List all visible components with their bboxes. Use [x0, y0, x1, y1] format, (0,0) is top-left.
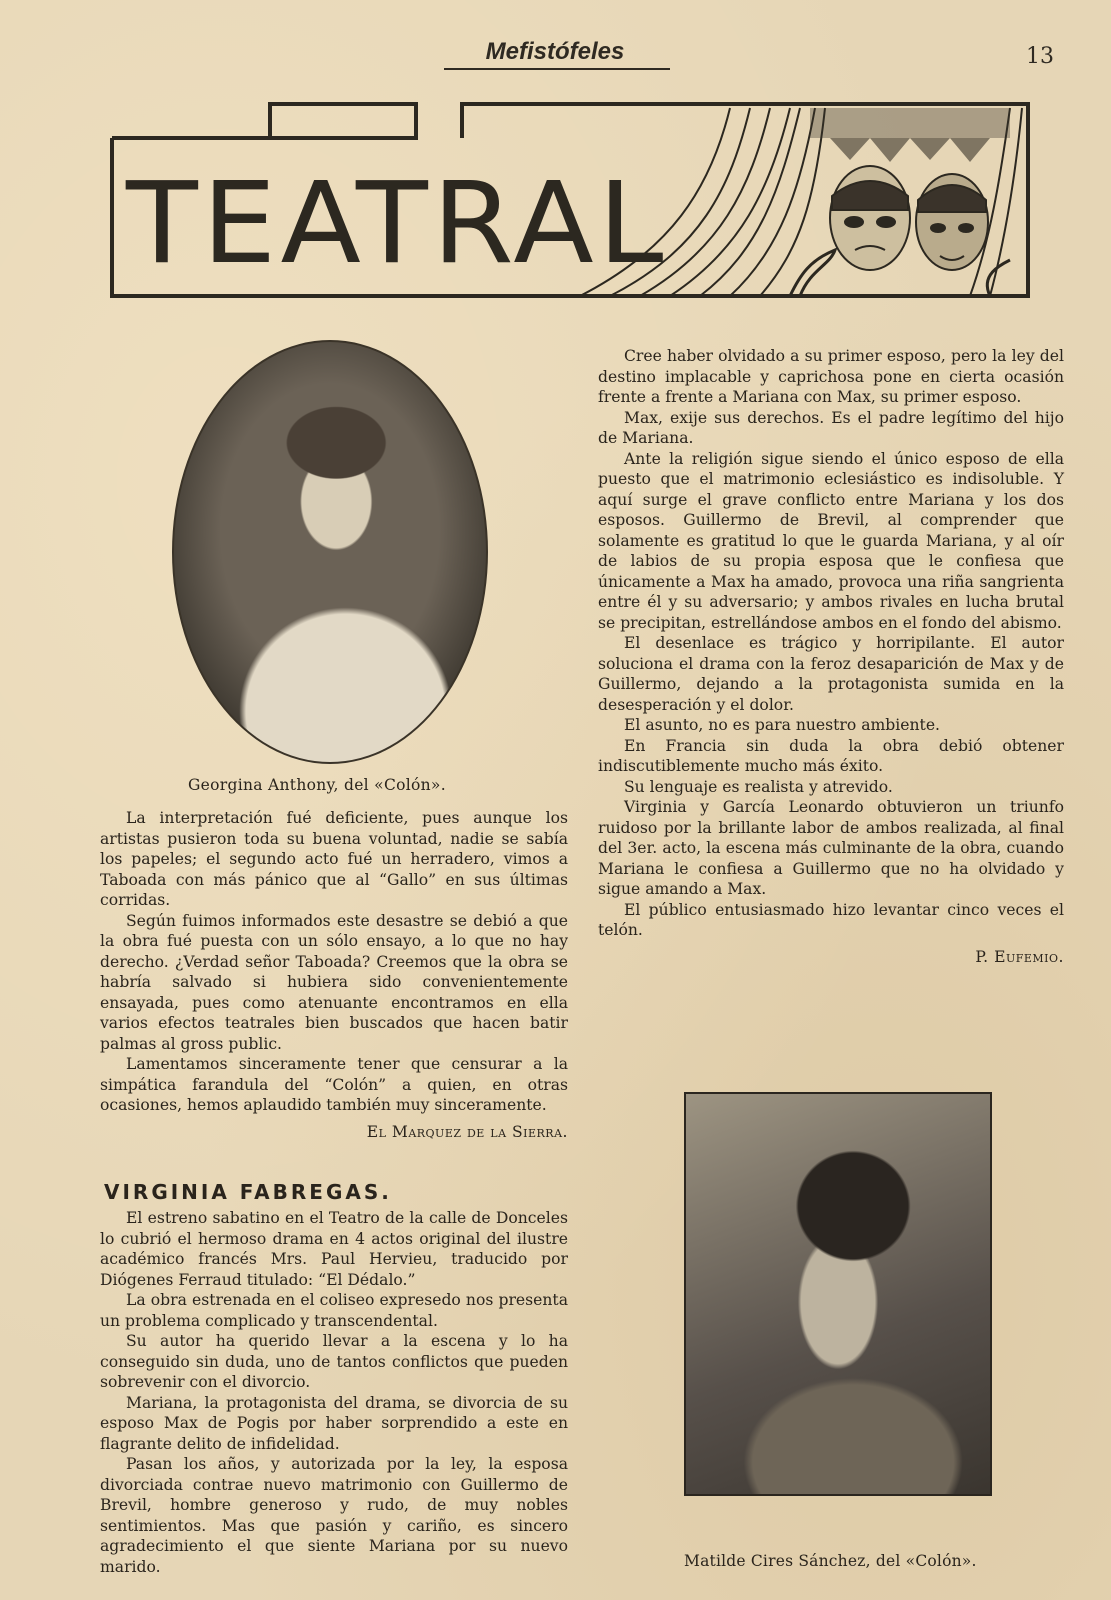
paragraph: El asunto, no es para nuestro ambiente. — [624, 716, 941, 734]
author-signature: P. Eufemio. — [975, 947, 1064, 966]
paragraph: El desenlace es trágico y horripilante. El autor soluciona el drama con la feroz desaparición de Max y de Guillermo, dejando a la protagonista sumida en la desesperación y el dolor. — [598, 634, 1064, 714]
paragraph: Su autor ha querido llevar a la escena y lo ha conseguido sin duda, uno de tantos conflictos que pueden sobrevenir con el divorcio. — [100, 1332, 568, 1391]
paragraph: Max, exije sus derechos. Es el padre legítimo del hijo de Mariana. — [598, 408, 1064, 447]
paragraph: El público entusiasmado hizo levantar cinco veces el telón. — [598, 900, 1064, 939]
review-text — [100, 808, 568, 1142]
paragraph: Su lenguaje es realista y atrevido. — [624, 777, 893, 796]
paragraph: En Francia sin duda la obra debió obtener indiscutiblemente mucho más éxito. — [598, 736, 1064, 775]
paragraph: Virginia y García Leonardo obtuvieron un triunfo ruidoso por la brillante labor de ambos realizada, al final del 3er. acto, la escena más culminante de la obra, cuando Mariana le confiesa a Guillermo que no ha olvidado y sigue amando a Max. — [598, 798, 1064, 898]
page-number: 13 — [1026, 44, 1054, 69]
section-banner — [110, 100, 1030, 306]
portrait-photo-matilde — [684, 1092, 992, 1496]
magazine-title: Mefistófeles — [440, 38, 670, 66]
paragraph: La interpretación fué deficiente, pues aunque los artistas pusieron toda su buena voluntad, nadie se sabía los papeles; el segundo acto fué un herradero, vimos a Taboada con más pánico que al “Gallo” en sus últimas corridas. — [100, 809, 568, 909]
paragraph: Según fuimos informados este desastre se debió a que la obra fué puesta con un sólo ensayo, a lo que no hay derecho. ¿Verdad señor Taboada? Creemos que la obra se habría salvado si hubiera sido convenientemente ensayada, pues como atenuante encontramos en ella varios efectos teatrales bien buscados que hacen batir palmas al gross public. — [100, 911, 568, 1053]
portrait-caption: Matilde Cires Sánchez, del «Colón». — [684, 1552, 977, 1570]
paragraph: Lamentamos sinceramente tener que censurar a la simpática farandula del “Colón” a quien, en otras ocasiones, hemos aplaudido también muy sinceramente. — [100, 1055, 568, 1114]
article-text — [100, 1208, 568, 1577]
paragraph: El estreno sabatino en el Teatro de la calle de Donceles lo cubrió el hermoso drama en 4 actos original del ilustre académico francés Mrs. Paul Hervieu, traducido por Diógenes Ferraud titulado: “El Dédalo.” — [100, 1209, 568, 1289]
banner-title: TEATRAL — [126, 159, 668, 289]
paragraph: Cree haber olvidado a su primer esposo, pero la ley del destino implacable y caprichosa pone en cierta ocasión frente a frente a Mariana con Max, su primer esposo. — [598, 347, 1064, 406]
paragraph: Pasan los años, y autorizada por la ley, la esposa divorciada contrae nuevo matrimonio con Guillermo de Brevil, hombre generoso y rudo, de muy nobles sentimientos. Mas que pasión y cariño, es sincero agradecimiento el que siente Mariana por su nuevo marido. — [100, 1455, 568, 1576]
paragraph: La obra estrenada en el coliseo expresedo nos presenta un problema complicado y transcendental. — [100, 1291, 568, 1330]
article-continuation — [598, 346, 1064, 967]
section-heading: VIRGINIA FABREGAS. — [104, 1180, 392, 1204]
author-signature: El Marquez de la Sierra. — [366, 1122, 568, 1141]
paragraph: Ante la religión sigue siendo el único esposo de ella puesto que el matrimonio eclesiástico es indisoluble. Y aquí surge el grave conflicto entre Mariana y los dos esposos. Guillermo de Brevil, al comprender que solamente es gratitud lo que le guarda Mariana, y al oír de labios de su propia esposa que le confiesa que únicamente a Max ha amado, provoca una riña sangrienta entre él y su adversario; y ambos rivales en lucha brutal se precipitan, estrellándose ambos en el fondo del abismo. — [598, 449, 1064, 632]
portrait-photo-georgina — [172, 340, 488, 764]
paragraph: Mariana, la protagonista del drama, se divorcia de su esposo Max de Pogis por haber sorprendido a este en flagrante delito de infidelidad. — [100, 1393, 568, 1453]
portrait-caption: Georgina Anthony, del «Colón». — [188, 776, 446, 794]
